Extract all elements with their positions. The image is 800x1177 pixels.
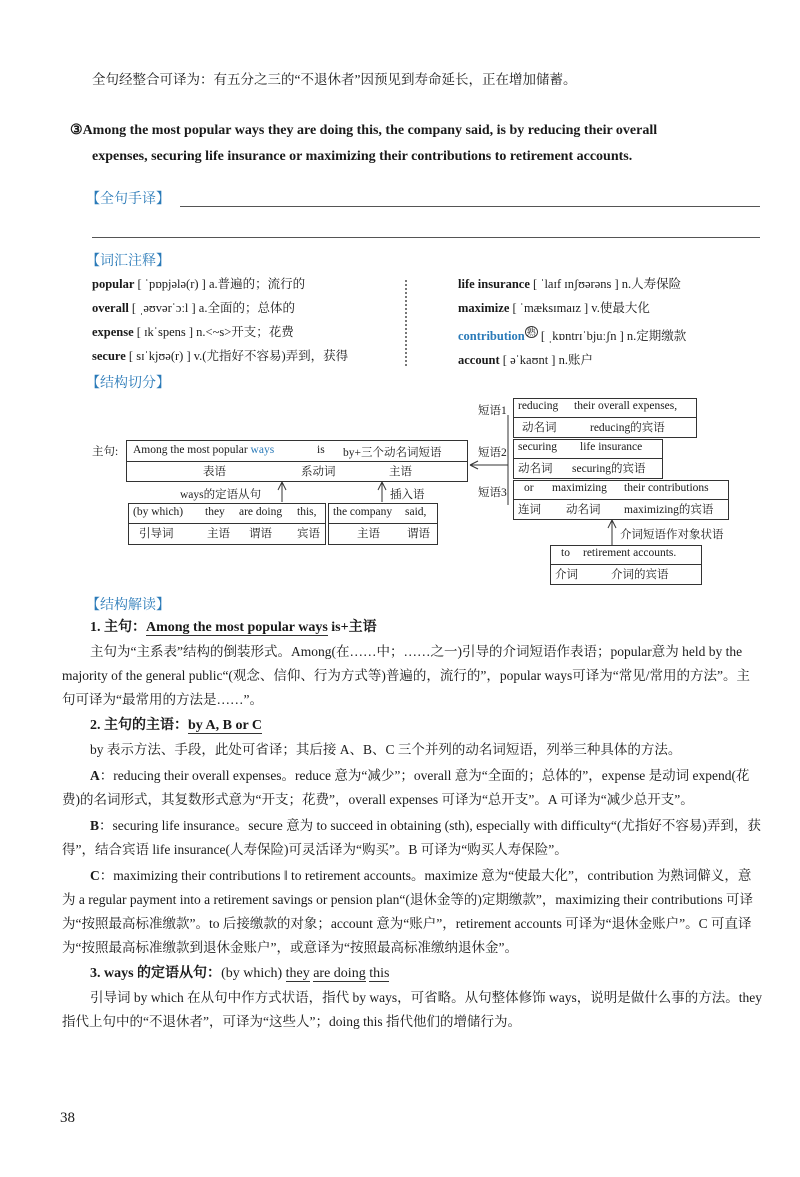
vocab-item: account [ əˈkaʊnt ] n.账户	[458, 353, 593, 368]
section-2-paragraph: by 表示方法、手段，此处可省译；其后接 A、B、C 三个并列的动名词短语，列举三种具体的方法。	[90, 742, 682, 757]
familiar-word-badge: 熟	[526, 327, 536, 337]
section-3-heading: 3. ways 的定语从句：(by which) they are doing this	[90, 966, 390, 981]
phrase-3-box: or maximizing their contributions 连词 动名词 maximizing的宾语	[513, 480, 729, 520]
section-2-item-b: B：securing life insurance。secure 意为 to succeed in obtaining (sth), especially with difficulty“(尤指好不容易)弄到，获得”，结合宾语 life insurance(人寿保险)可灵活译为“购买”。B 可译为“购买人寿保险”。	[62, 818, 761, 857]
vocab-item: popular [ ˈpɒpjələ(r) ] a.普遍的；流行的	[92, 277, 306, 291]
prep-phrase-box: to retirement accounts. 介词 介词的宾语	[550, 545, 702, 585]
sentence-number: ③	[70, 123, 83, 138]
page-number: 38	[60, 1110, 75, 1126]
main-clause-label: 主句:	[92, 446, 119, 458]
attr-clause-label: ways的定语从句	[180, 489, 262, 501]
vocab-label: 【词汇注释】	[86, 253, 170, 269]
main-clause-box: Among the most popular ways is by+三个动名词短语 表语 系动词 主语	[126, 440, 468, 482]
phrase-1-box: reducing their overall expenses, 动名词 reducing的宾语	[513, 398, 697, 438]
prep-phrase-label: 介词短语作对象状语	[620, 529, 724, 541]
sentence-block	[70, 118, 770, 170]
vocab-item: life insurance [ ˈlaɪf ɪnʃʊərəns ] n.人寿保险	[458, 277, 682, 291]
vocab-right-column	[458, 272, 778, 372]
vocab-divider	[405, 280, 419, 366]
vocab-item: maximize [ ˈmæksɪmaɪz ] v.使最大化	[458, 301, 650, 315]
vocab-item: contribution $^熟$ [ ˌkɒntrɪˈbjuːʃn ] n.定期缴款	[458, 327, 687, 344]
section-1-paragraph: 主句为“主系表”结构的倒装形式。Among(在……中；……之一)引导的介词短语作表语；popular意为 held by the majority of the general public“(观念、信仰、行为方式等)普遍的，流行的”，popular ways可译为“常见/常用的方法”。主句可译为“最常用的方法是……”。	[62, 644, 751, 707]
section-1-heading: 1. 主句：Among the most popular ways is+主语	[90, 620, 377, 635]
structure-label: 【结构切分】	[86, 375, 170, 391]
vocab-item: expense [ ɪkˈspens ] n.<~s>开支；花费	[92, 325, 294, 339]
section-2-heading: 2. 主句的主语：by A, B or C	[90, 718, 263, 733]
vocab-left-column	[92, 272, 412, 368]
phrase-1-label: 短语1	[478, 405, 507, 417]
sentence-line-2: expenses, securing life insurance or maximizing their contributions to retirement accounts.	[92, 149, 633, 164]
sentence-line-1: Among the most popular ways they are doing this, the company said, is by reducing their overall	[82, 123, 658, 138]
insert-box: the company said, 主语 谓语	[328, 503, 438, 545]
top-translation-line: 全句经整合可译为：有五分之三的“不退休者”因预见到寿命延长，正在增加储蓄。	[92, 72, 577, 87]
translate-blank-line-1[interactable]	[180, 206, 760, 207]
section-2-item-c: C：maximizing their contributions ‖ to retirement accounts。maximize 意为“使最大化”，contribution 为熟词僻义，意为 a regular payment into a retirement savings or pension plan“(退休金等的)定期缴款”，maximizing their contributions 可译为“按照最高标准缴款”。to 后接缴款的对象；account 意为“账户”，retirement accounts 可译为“退休金账户”。C 可直译为“按照最高标准缴款到退休金账户”，或意译为“按照最高标准缴纳退休金”。	[62, 868, 753, 955]
section-3-paragraph: 引导词 by which 在从句中作方式状语，指代 by ways，可省略。从句整体修饰 ways，说明是做什么事的方法。they 指代上句中的“不退休者”，可译为“这些人”；doing this 指代他们的增储行为。	[62, 990, 762, 1029]
phrase-2-label: 短语2	[478, 447, 507, 459]
interpretation-body	[62, 616, 762, 1034]
insert-label: 插入语	[390, 489, 425, 501]
translate-blank-line-2[interactable]	[92, 237, 760, 238]
vocab-item: overall [ ˌəʊvərˈɔːl ] a.全面的；总体的	[92, 301, 295, 315]
vocab-item: secure [ sɪˈkjʊə(r) ] v.(尤指好不容易)弄到，获得	[92, 349, 349, 363]
interpretation-label: 【结构解读】	[86, 597, 170, 613]
attr-clause-box: (by which) they are doing this, 引导词 主语 谓语 宾语	[128, 503, 326, 545]
phrase-2-box: securing life insurance 动名词 securing的宾语	[513, 439, 663, 479]
phrase-3-label: 短语3	[478, 487, 507, 499]
translate-label: 【全句手译】	[86, 191, 170, 207]
section-2-item-a: A：reducing their overall expenses。reduce 意为“减少”；overall 意为“全面的；总体的”，expense 是动词 expend(花费)的名词形式，其复数形式意为“开支；花费”，overall expenses 可译为“总开支”。A 可译为“减少总开支”。	[62, 768, 750, 807]
